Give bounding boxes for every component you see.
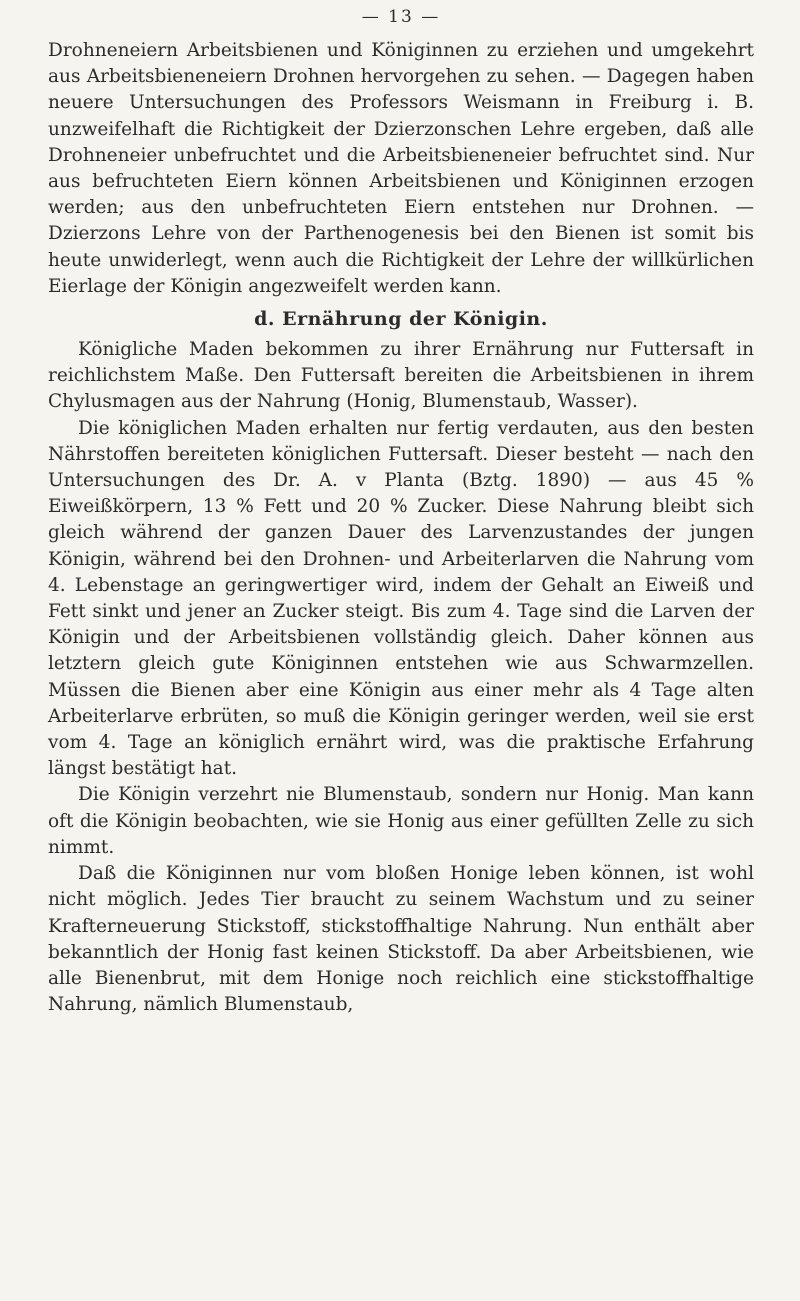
paragraph-feeding-intro: Königliche Maden bekommen zu ihrer Ernährung nur Futtersaft in reichlichstem Maße. Den Futtersaft bereiten die Arbeitsbienen in ihrem Chylusmagen aus der Nahrung (Honig, Blumenstaub, Wasser). bbox=[48, 339, 754, 413]
section-heading: d. Ernährung der Königin. bbox=[254, 308, 548, 331]
paragraph-continuation: Drohneneiern Arbeitsbienen und Königinnen zu erziehen und umgekehrt aus Arbeitsbieneneiern Drohnen hervorgehen zu sehen. — Dagegen haben neuere Untersuchungen des Professors Weismann in Freiburg i. B. unzweifelhaft die Richtigkeit der Dzierzonschen Lehre ergeben, daß alle Drohneneier unbefruchtet und die Arbeitsbieneneier befruchtet sind. Nur aus befruchteten Eiern können Arbeitsbienen und Königinnen erzogen werden; aus den unbefruchteten Eiern entstehen nur Drohnen. — Dzierzons Lehre von der Parthenogenesis bei den Bienen ist somit bis heute unwiderlegt, wenn auch die Richtigkeit der Lehre der willkürlichen Eierlage der Königin angezweifelt werden kann. bbox=[48, 40, 754, 297]
page-number: — 13 — bbox=[361, 7, 441, 27]
paragraph-queen-honey: Die Königin verzehrt nie Blumenstaub, sondern nur Honig. Man kann oft die Königin beobachten, wie sie Honig aus einer gefüllten Zelle zu sich nimmt. bbox=[48, 784, 754, 858]
paragraph-nitrogen: Daß die Königinnen nur vom bloßen Honige leben können, ist wohl nicht möglich. Jedes Tier braucht zu seinem Wachstum und zu seiner Krafterneuerung Stickstoff, stickstoffhaltige Nahrung. Nun enthält aber bekanntlich der Honig fast keinen Stickstoff. Da aber Arbeitsbienen, wie alle Bienenbrut, mit dem Honige noch reichlich eine stickstoffhaltige Nahrung, nämlich Blumenstaub, bbox=[48, 863, 754, 1016]
paragraph-royal-jelly: Die königlichen Maden erhalten nur fertig verdauten, aus den besten Nährstoffen bereiteten königlichen Futtersaft. Dieser besteht — nach den Untersuchungen des Dr. A. v Planta (Bztg. 1890) — aus 45 % Eiweißkörpern, 13 % Fett und 20 % Zucker. Diese Nahrung bleibt sich gleich während der ganzen Dauer des Larvenzustandes der jungen Königin, während bei den Drohnen- und Arbeiterlarven die Nahrung vom 4. Lebenstage an geringwertiger wird, indem der Gehalt an Eiweiß und Fett sinkt und jener an Zucker steigt. Bis zum 4. Tage sind die Larven der Königin und der Arbeitsbienen vollständig gleich. Daher können aus letztern gleich gute Königinnen entstehen wie aus Schwarmzellen. Müssen die Bienen aber eine Königin aus einer mehr als 4 Tage alten Arbeiterlarve erbrüten, so muß die Königin geringer werden, weil sie erst vom 4. Tage an königlich ernährt wird, was die praktische Erfahrung längst bestätigt hat. bbox=[48, 417, 754, 780]
